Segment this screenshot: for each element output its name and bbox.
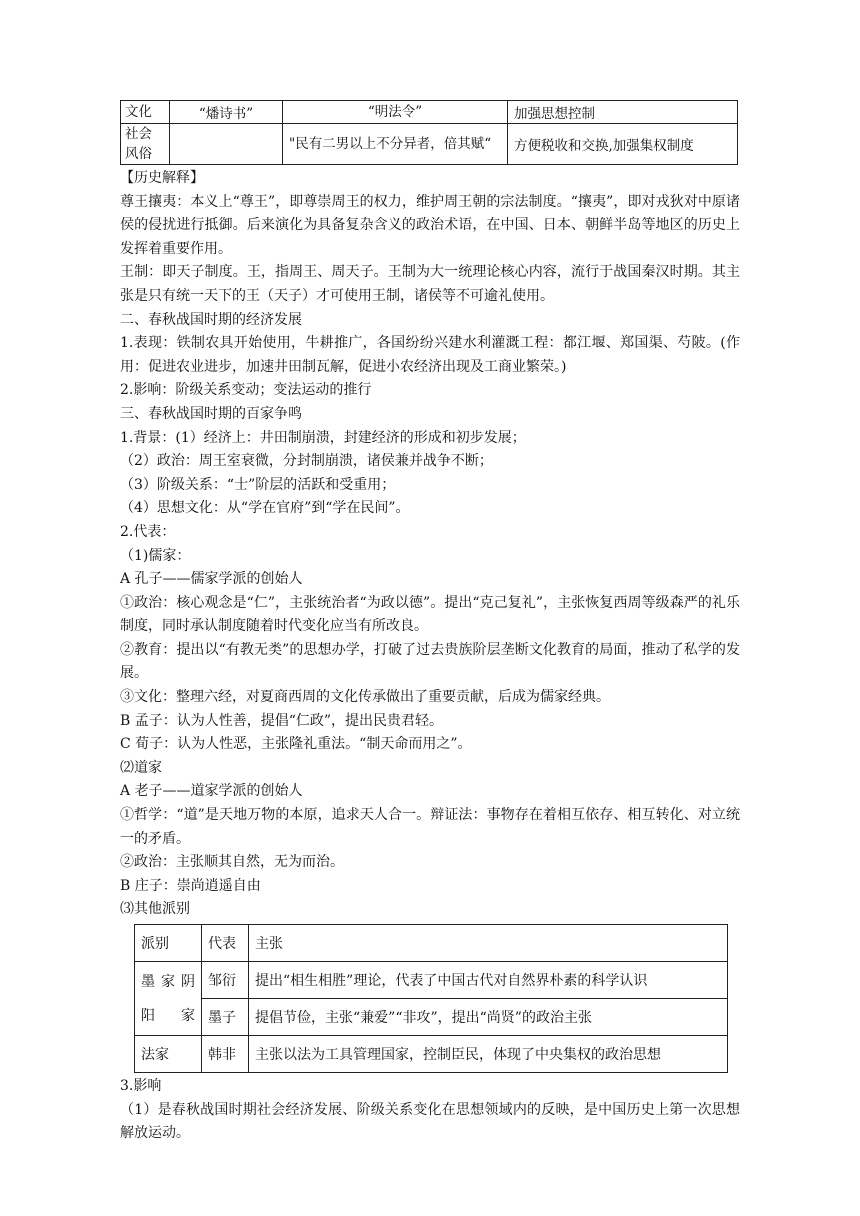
paragraph: 尊王攘夷：本义上“尊王”，即尊崇周王的权力，维护周王朝的宗法制度。“攘夷”，即对戎狄对中原诸侯的侵扰进行抵御。后来演化为具备复杂含义的政治术语，在中国、日本、朝鲜半岛等地区的历史上发挥着重要作用。 [120,193,740,257]
paragraph: ③文化：整理六经，对夏商西周的文化传承做出了重要贡献，后成为儒家经典。 [120,689,610,706]
paragraph: 3.影响 [120,1078,162,1094]
table-cell: 墨子 [202,999,249,1036]
table-cell: 提倡节俭，主张“兼爱”“非攻”，提出“尚贤”的政治主张 [249,999,728,1036]
table-header-cell: 派别 [135,925,202,962]
table-row [135,925,728,962]
paragraph: ⑵道家 [120,759,162,776]
table-cell: 提出“相生相胜”理论，代表了中国古代对自然界朴素的科学认识 [249,962,728,999]
table-cell: “明法令” [283,101,508,124]
document-page [120,100,740,1146]
table-cell: "民有二男以上不分异者，倍其赋“ [283,124,508,165]
paragraph: ①哲学：“道”是天地万物的本原，追求天人合一。辩证法：事物存在着相互依存、相互转化、对立统一的矛盾。 [120,807,740,847]
table-header-cell: 代表 [202,925,249,962]
table-cell: 墨家阴阳家 [135,962,202,1036]
table-row [121,101,738,124]
paragraph: （4）思想文化：从“学在官府”到“学在民间”。 [120,500,410,517]
paragraph: 1.背景：(1）经济上：井田制崩溃，封建经济的形成和初步发展； [120,429,526,446]
reform-table [120,100,738,165]
paragraph: ②政治：主张顺其自然，无为而治。 [120,854,344,871]
table-row [121,124,738,165]
table-cell: 主张以法为工具管理国家，控制臣民，体现了中央集权的政治思想 [249,1036,728,1073]
table-row [135,1036,728,1073]
paragraph: （1)儒家： [120,547,191,564]
section-heading: 三、春秋战国时期的百家争鸣 [120,405,302,422]
table-cell: 社会风俗 [121,124,170,165]
paragraph: （1）是春秋战国时期社会经济发展、阶级关系变化在思想领域内的反映，是中国历史上第一次思想解放运动。 [120,1101,740,1142]
paragraph: 王制：即天子制度。王，指周王、周天子。王制为大一统理论核心内容，流行于战国秦汉时期。其主张是只有统一天下的王（天子）才可使用王制，诸侯等不可逾礼使用。 [120,264,740,304]
table-row [135,999,728,1036]
section-label: 【历史解释】 [120,170,204,186]
paragraph: 1.表现：铁制农具开始使用，牛耕推广，各国纷纷兴建水利灌溉工程：都江堰、郑国渠、芍陂。(作用：促进农业进步，加速井田制瓦解，促进小农经济出现及工商业繁荣。) [120,335,740,375]
table-cell: 韩非 [202,1036,249,1073]
paragraph: A 孔子——儒家学派的创始人 [120,571,303,588]
paragraph: A 老子——道家学派的创始人 [120,783,303,800]
schools-table [134,924,728,1073]
paragraph: （3）阶级关系：“士”阶层的活跃和受重用； [120,476,396,493]
table-cell: 邹衍 [202,962,249,999]
paragraph: 2.影响：阶级关系变动；变法运动的推行 [120,382,372,399]
paragraph: ②教育：提出以“有教无类”的思想办学，打破了过去贵族阶层垄断文化教育的局面，推动了私学的发展。 [120,641,740,682]
table-cell [170,124,283,165]
paragraph: ⑶其他派别 [120,901,190,918]
paragraph: B 庄子：崇尚逍遥自由 [120,877,261,894]
table-row [135,962,728,999]
section-heading: 二、春秋战国时期的经济发展 [120,311,302,328]
table-cell: 法家 [135,1036,202,1073]
paragraph: B 孟子：认为人性善，提倡“仁政”，提出民贵君轻。 [120,712,444,729]
paragraph: 2.代表： [120,523,176,540]
table-cell: 方便税收和交换,加强集权制度 [508,124,738,165]
table-header-cell: 主张 [249,925,728,962]
paragraph: ①政治：核心观念是“仁”，主张统治者“为政以德”。提出“克己复礼”，主张恢复西周等级森严的礼乐制度，同时承认制度随着时代变化应当有所改良。 [120,594,740,635]
table-cell: 加强思想控制 [508,101,738,124]
paragraph: （2）政治：周王室衰微，分封制崩溃，诸侯兼并战争不断； [120,453,493,470]
table-cell: 文化 [121,101,170,124]
paragraph: C 荀子：认为人性恶，主张隆礼重法。“制天命而用之”。 [120,736,472,753]
table-cell: “燔诗书” [170,101,283,124]
